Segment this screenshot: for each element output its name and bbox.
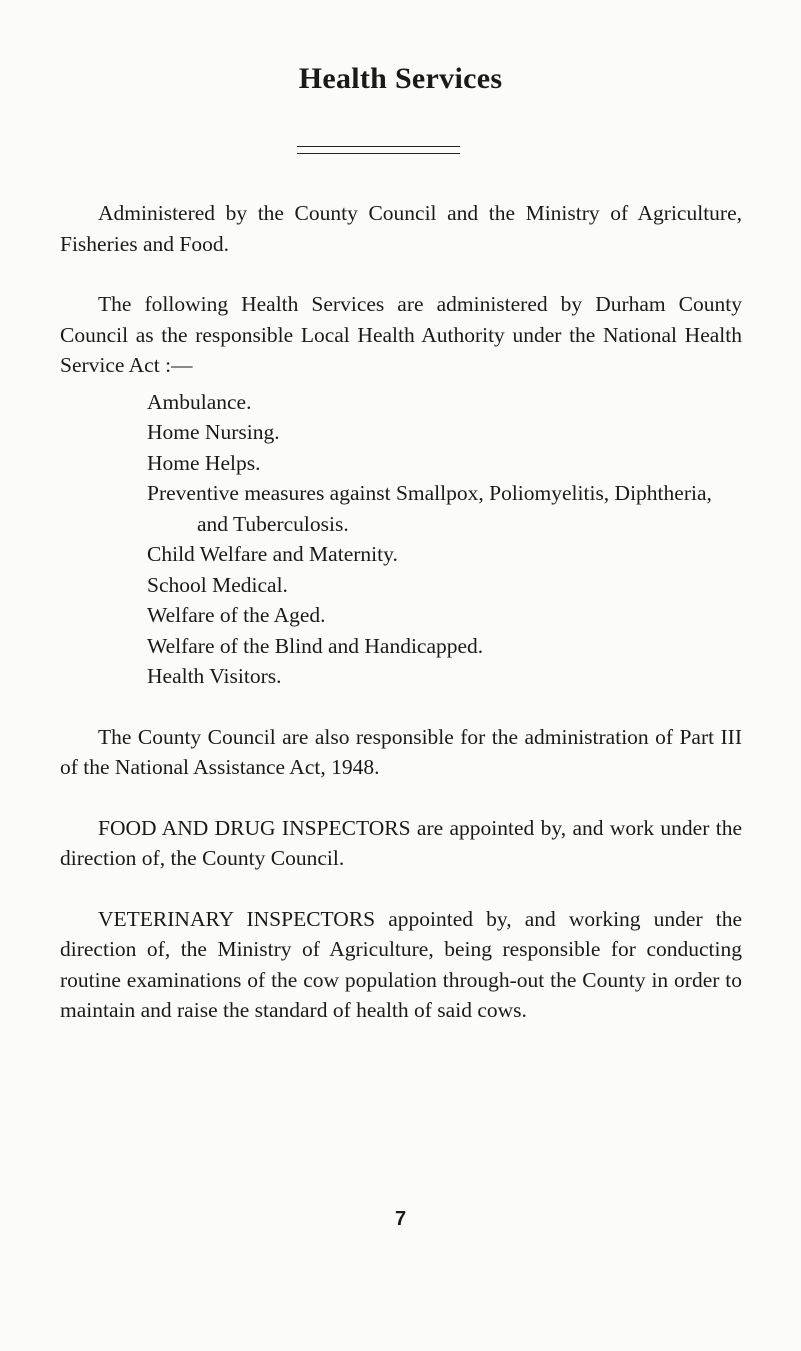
service-item-child-welfare: Child Welfare and Maternity.: [147, 542, 398, 566]
service-item-welfare-aged: Welfare of the Aged.: [147, 603, 326, 627]
paragraph-gap: [60, 874, 742, 904]
title-rule-lower: [297, 153, 460, 154]
paragraph-gap: [60, 692, 742, 722]
title-rule-upper: [297, 146, 460, 147]
food-drug-inspectors-paragraph: FOOD AND DRUG INSPECTORS are appointed by, and work under the direction of, the County Council.: [60, 815, 742, 870]
service-item-welfare-blind: Welfare of the Blind and Handicapped.: [147, 633, 484, 658]
body-text: [60, 198, 742, 1026]
assistance-act-paragraph: The County Council are also responsible for the administration of Part III of the National Assistance Act, 1948.: [60, 724, 742, 779]
services-list: [60, 387, 742, 692]
service-item-preventive-measures: Preventive measures against Smallpox, Poliomyelitis, Diphtheria, and Tuberculosis.: [147, 481, 712, 536]
page-title: Health Services: [298, 62, 503, 95]
paragraph-gap: [60, 259, 742, 289]
service-item-ambulance: Ambulance.: [147, 389, 252, 414]
service-item-home-nursing: Home Nursing.: [147, 420, 280, 444]
paragraph-gap: [60, 783, 742, 813]
service-item-home-helps: Home Helps.: [147, 450, 261, 475]
intro-paragraph: Administered by the County Council and the Ministry of Agriculture, Fisheries and Food.: [60, 201, 742, 256]
services-intro-paragraph: The following Health Services are administered by Durham County Council as the responsible Local Health Authority under the National Health Service Act :—: [60, 292, 742, 377]
service-item-health-visitors: Health Visitors.: [147, 664, 282, 688]
service-item-school-medical: School Medical.: [147, 572, 288, 597]
page-number: 7: [394, 1208, 407, 1230]
veterinary-inspectors-paragraph: VETERINARY INSPECTORS appointed by, and working under the direction of, the Ministry of Agriculture, being responsible for conducting routine examinations of the cow population through-out the County in order to maintain and raise the standard of health of said cows.: [60, 906, 742, 1022]
